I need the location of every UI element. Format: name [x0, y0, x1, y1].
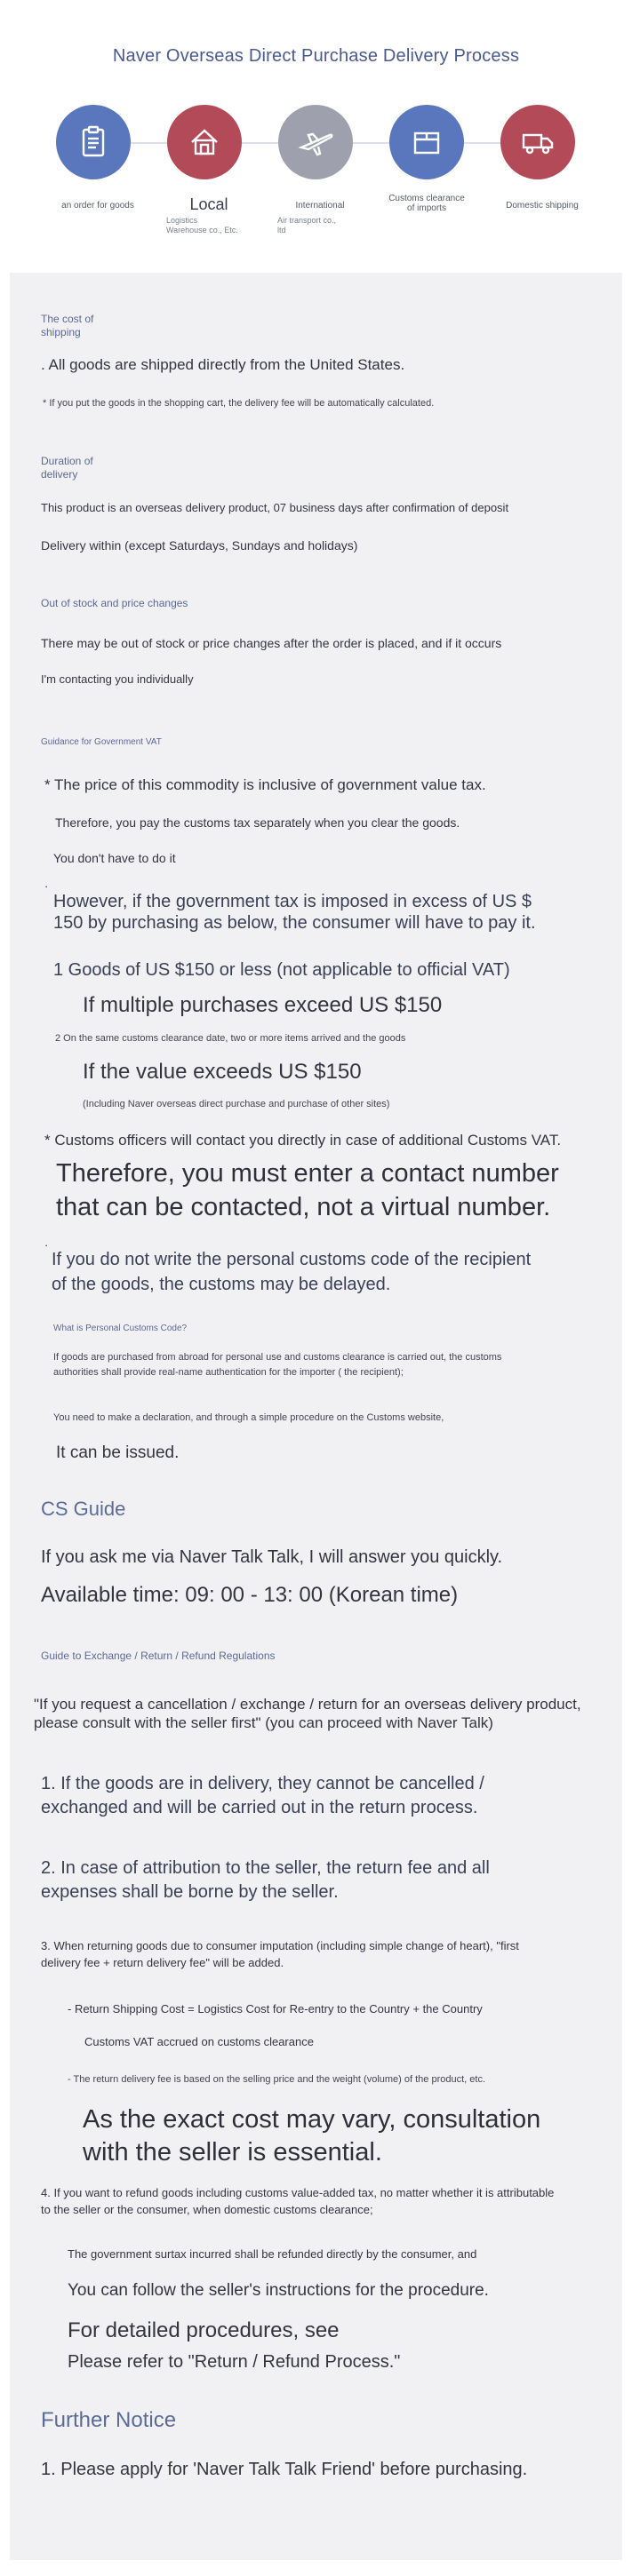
- exchange-line-4: 3. When returning goods due to consumer imputation (including simple change of heart), "first delivery fee + return delivery fee" will be added.: [41, 1939, 519, 1969]
- exchange-line-13: Please refer to "Return / Refund Process.": [68, 2352, 401, 2372]
- vat-heading: Guidance for Government VAT: [41, 737, 162, 747]
- stock-line-2: I'm contacting you individually: [41, 672, 194, 686]
- clipboard-icon: [74, 123, 113, 162]
- step-circle-international: [278, 105, 353, 179]
- exchange-line-8: As the exact cost may vary, consultation with the seller is essential.: [83, 2105, 541, 2167]
- exchange-line-5: - Return Shipping Cost = Logistics Cost for Re-entry to the Country + the Country: [68, 2002, 483, 2015]
- vat-line-9: (Including Naver overseas direct purchase and purchase of other sites): [83, 1099, 390, 1109]
- vat-line-10: * Customs officers will contact you directly in case of additional Customs VAT.: [44, 1132, 562, 1149]
- house-icon: [185, 123, 224, 162]
- vat-line-4: However, if the government tax is imposed in excess of US $ 150 by purchasing as below, the consumer will have to pay it.: [53, 892, 536, 933]
- step-circle-domestic: [500, 105, 575, 179]
- vat-bullet-1: ·: [44, 879, 49, 893]
- cost-line-2: * If you put the goods in the shopping cart, the delivery fee will be automatically calculated.: [43, 398, 435, 409]
- cs-line-2: Available time: 09: 00 - 13: 00 (Korean time): [41, 1583, 459, 1607]
- cs-heading: CS Guide: [41, 1498, 126, 1520]
- vat-customs-code-heading: What is Personal Customs Code?: [53, 1324, 188, 1333]
- vat-line-16: It can be issued.: [56, 1443, 180, 1462]
- vat-line-11: Therefore, you must enter a contact number that can be contacted, not a virtual number.: [56, 1159, 559, 1221]
- duration-line-2: Delivery within (except Saturdays, Sundays and holidays): [41, 538, 358, 553]
- delivery-process-steps: [53, 105, 587, 194]
- vat-line-1: * The price of this commodity is inclusive of government value tax.: [44, 776, 486, 793]
- vat-bullet-2: ·: [44, 1238, 49, 1252]
- step-sub-international: Air transport co., ltd: [277, 216, 337, 235]
- step-circle-local: [167, 105, 242, 179]
- notice-heading: Further Notice: [41, 2408, 177, 2432]
- duration-heading: Duration of delivery: [41, 455, 93, 481]
- vat-line-5: 1 Goods of US $150 or less (not applicable to official VAT): [53, 960, 510, 980]
- vat-line-12: If you do not write the personal customs code of the recipient of the goods, the customs may be delayed.: [52, 1250, 532, 1294]
- step-circle-customs: [389, 105, 464, 179]
- vat-line-3: You don't have to do it: [53, 851, 176, 865]
- airplane-icon: [296, 123, 335, 162]
- vat-line-6: If multiple purchases exceed US $150: [83, 993, 443, 1017]
- cs-line-1: If you ask me via Naver Talk Talk, I will answer you quickly.: [41, 1547, 503, 1567]
- exchange-line-12: For detailed procedures, see: [68, 2318, 340, 2342]
- exchange-line-3: 2. In case of attribution to the seller, the return fee and all expenses shall be borne by the seller.: [41, 1858, 490, 1902]
- vat-line-15: You need to make a declaration, and through a simple procedure on the Customs website,: [53, 1412, 444, 1423]
- exchange-line-9: 4. If you want to refund goods including customs value-added tax, no matter whether it is attributable to the seller or the consumer, when domestic customs clearance;: [41, 2186, 555, 2216]
- cost-heading: The cost of shipping: [41, 313, 94, 338]
- stock-heading: Out of stock and price changes: [41, 597, 188, 609]
- stock-line-1: There may be out of stock or price changes after the order is placed, and if it occurs: [41, 636, 502, 650]
- exchange-line-2: 1. If the goods are in delivery, they cannot be cancelled / exchanged and will be carried out in the return process.: [41, 1774, 484, 1817]
- step-label-international: International: [295, 201, 345, 211]
- step-label-order: an order for goods: [61, 201, 134, 211]
- notice-line-1: 1. Please apply for 'Naver Talk Talk Friend' before purchasing.: [41, 2460, 528, 2479]
- vat-line-14: If goods are purchased from abroad for personal use and customs clearance is carried out, the customs authorities shall provide real-name authentication for the importer ( the recipient);: [53, 1352, 502, 1378]
- exchange-line-10: The government surtax incurred shall be refunded directly by the consumer, and: [68, 2247, 477, 2261]
- vat-line-2: Therefore, you pay the customs tax separately when you clear the goods.: [55, 815, 460, 830]
- exchange-line-1: "If you request a cancellation / exchange / return for an overseas delivery product, please consult with the seller first" (you can proceed with Naver Talk): [34, 1696, 581, 1731]
- step-label-domestic: Domestic shipping: [506, 201, 579, 211]
- vat-line-8: If the value exceeds US $150: [83, 1060, 362, 1084]
- step-label-local: Local: [189, 195, 228, 213]
- step-sub-local: Logistics Warehouse co., Etc.: [166, 216, 238, 235]
- step-circle-order: [56, 105, 131, 179]
- exchange-heading: Guide to Exchange / Return / Refund Regulations: [41, 1650, 276, 1662]
- exchange-line-6: Customs VAT accrued on customs clearance: [84, 2035, 314, 2048]
- vat-line-7: 2 On the same customs clearance date, two or more items arrived and the goods: [55, 1033, 406, 1044]
- truck-icon: [518, 123, 557, 162]
- step-label-customs: Customs clearance of imports: [388, 194, 465, 213]
- duration-line-1: This product is an overseas delivery product, 07 business days after confirmation of deposit: [41, 501, 509, 514]
- exchange-line-7: - The return delivery fee is based on the selling price and the weight (volume) of the product, etc.: [68, 2074, 485, 2085]
- box-icon: [407, 123, 446, 162]
- page-title: Naver Overseas Direct Purchase Delivery Process: [112, 46, 520, 66]
- cost-line-1: . All goods are shipped directly from the United States.: [41, 356, 405, 373]
- exchange-line-11: You can follow the seller's instructions for the procedure.: [68, 2281, 489, 2300]
